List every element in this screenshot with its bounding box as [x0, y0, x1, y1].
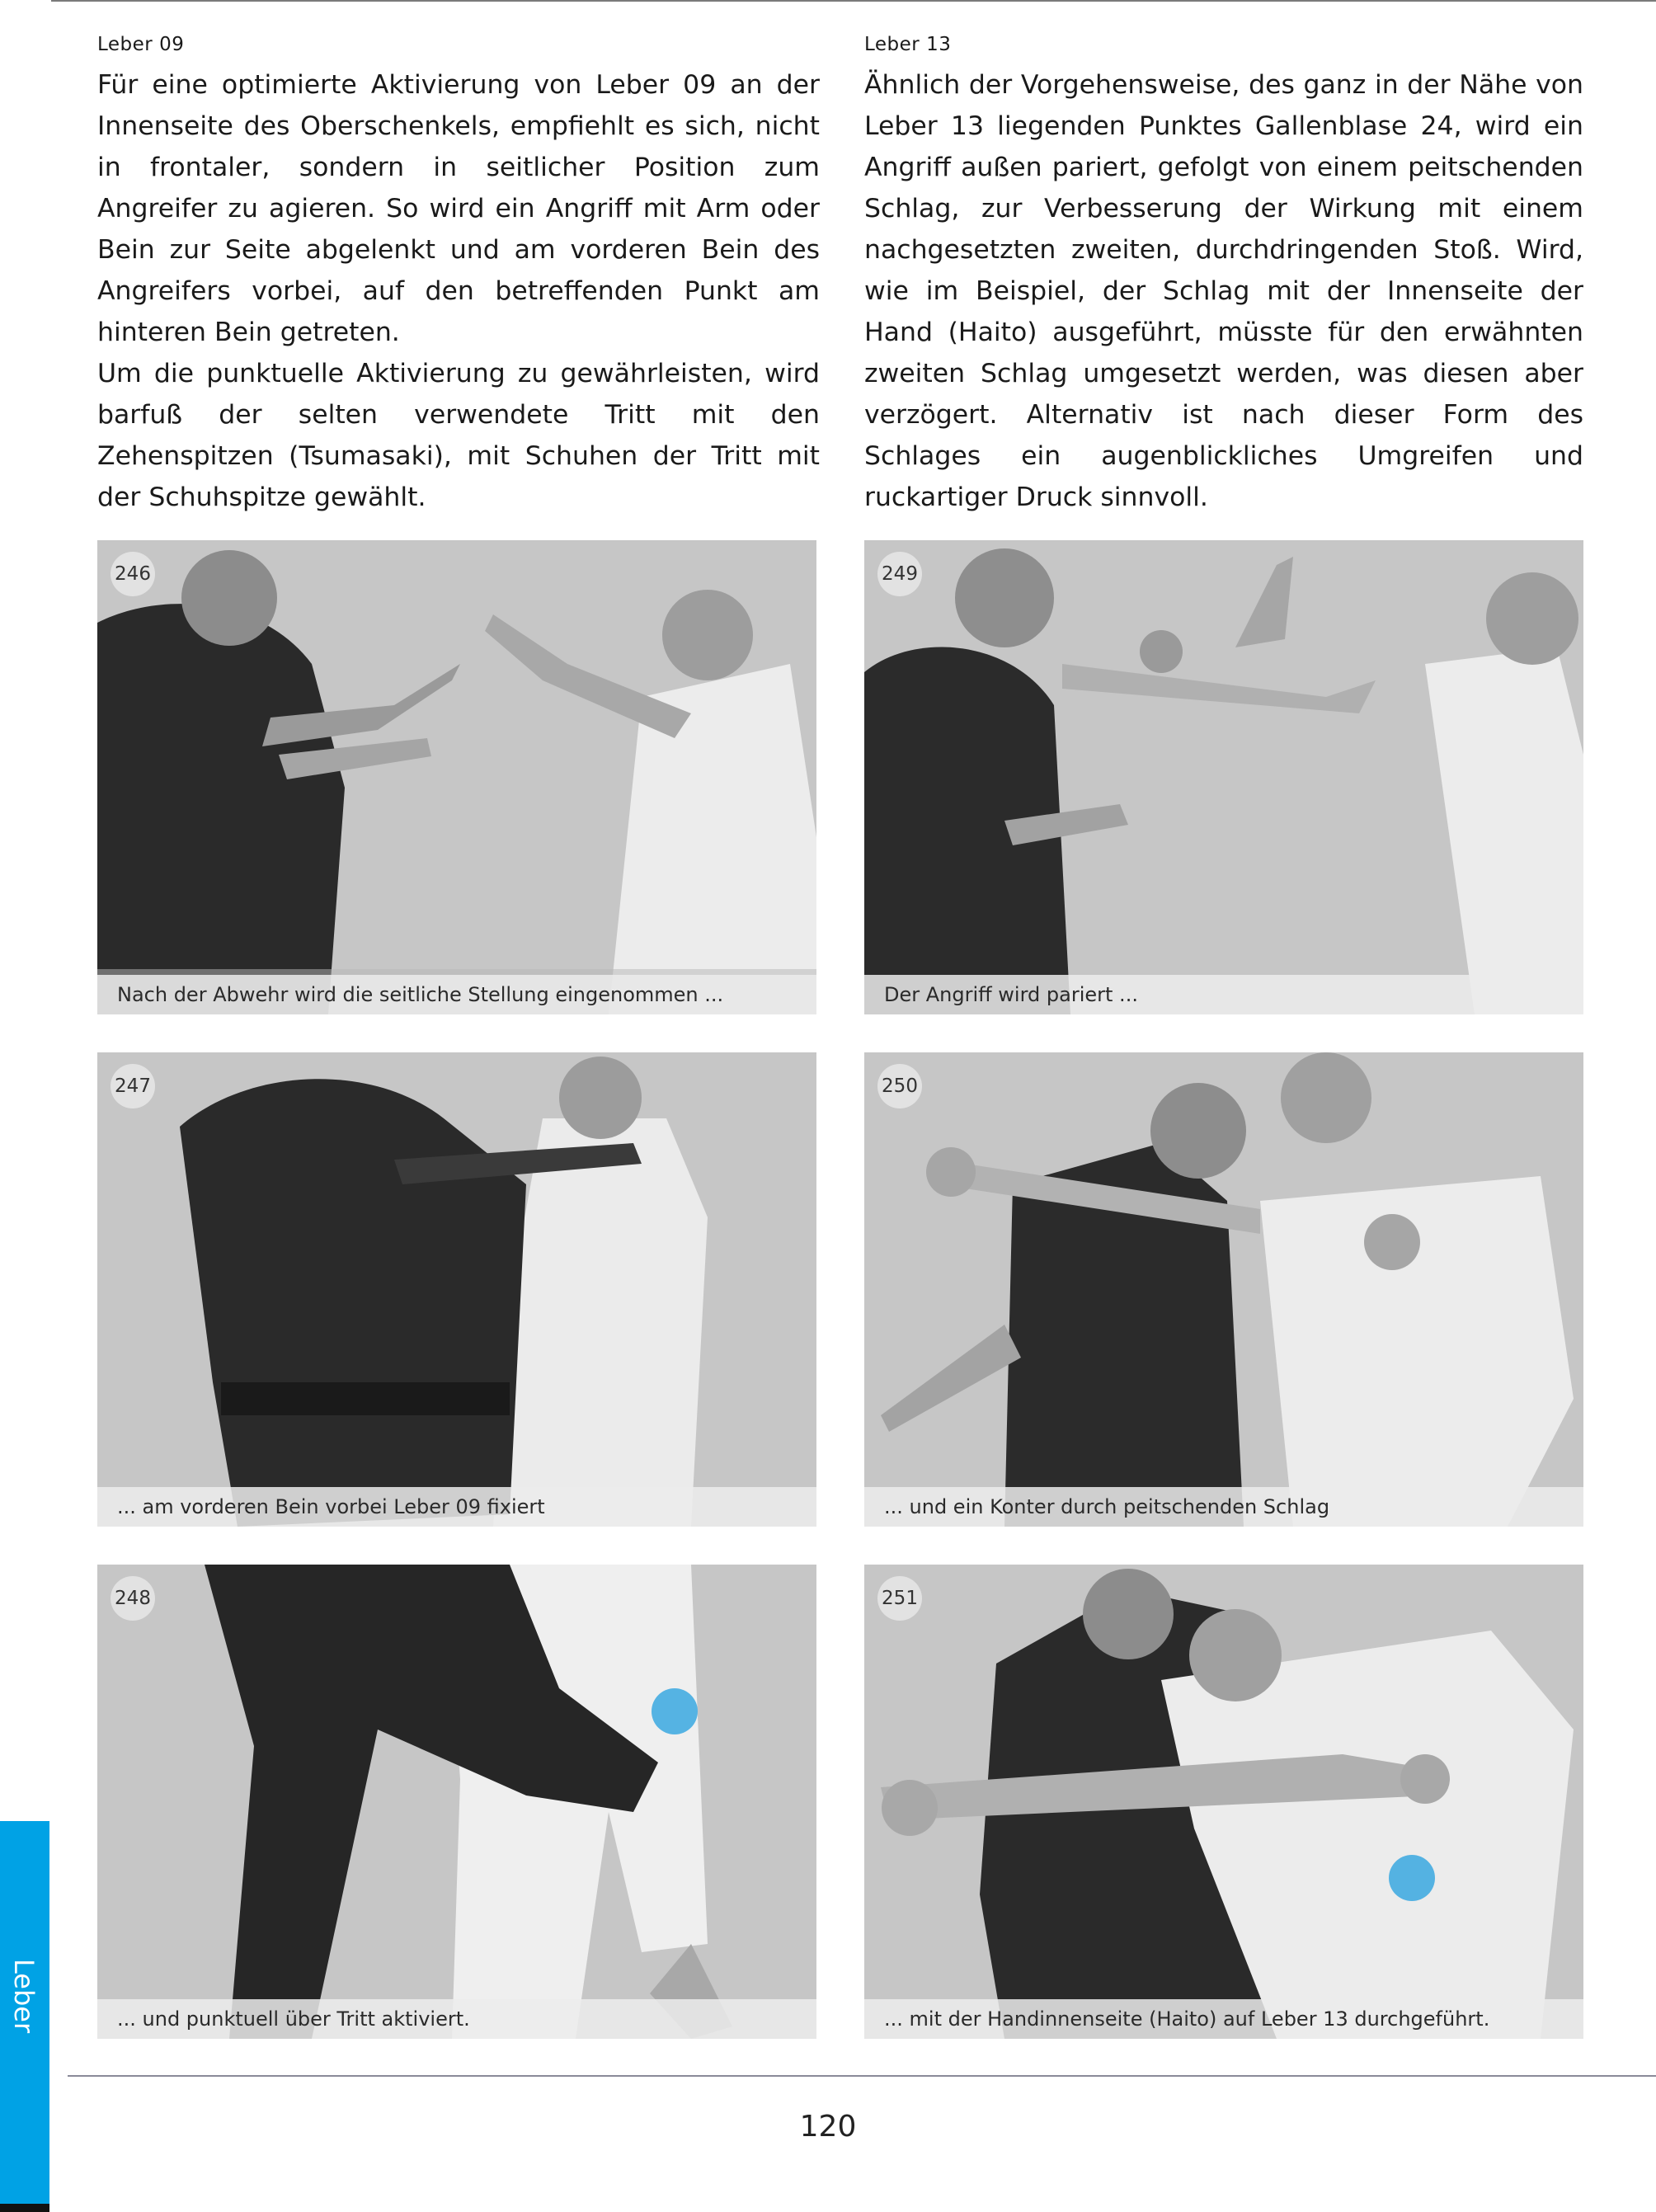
figure-number: 251	[877, 1576, 922, 1621]
acupoint-marker	[1389, 1855, 1435, 1901]
section-heading: Leber 09	[97, 34, 185, 55]
photo-illustration	[864, 540, 1583, 1014]
chapter-side-label: Leber	[8, 1958, 40, 2034]
photo-246	[97, 540, 816, 1014]
photo-illustration	[97, 1052, 816, 1527]
figure-number: 247	[111, 1064, 155, 1108]
section-heading: Leber 13	[864, 34, 952, 55]
photo-251	[864, 1565, 1583, 2039]
figure-caption: ... und punktuell über Tritt aktiviert.	[97, 1999, 816, 2039]
figure-number: 248	[111, 1576, 155, 1621]
acupoint-marker	[652, 1688, 698, 1734]
figure-number: 246	[111, 552, 155, 596]
bottom-rule	[68, 2075, 1656, 2077]
photo-249	[864, 540, 1583, 1014]
right-column	[864, 30, 1583, 518]
figure-number: 249	[877, 552, 922, 596]
figure-caption: ... mit der Handinnenseite (Haito) auf Leber 13 durchgeführt.	[864, 1999, 1583, 2039]
body-paragraph: Ähnlich der Vorgehensweise, des ganz in der Nähe von Leber 13 liegenden Punktes Gallenblase 24, wird ein Angriff außen pariert, gefolgt von einem peitschenden Schlag, zur Verbesserung der Wirkung mit einem nachgesetzten zweiten, durchdringenden Stoß. Wird, wie im Beispiel, der Schlag mit der Innenseite der Hand (Haito) ausgeführt, müsste für den erwähnten zweiten Schlag umgesetzt werden, was diesen aber verzögert. Alternativ ist nach dieser Form des Schlages ein augenblickliches Umgreifen und ruckartiger Druck sinnvoll.	[864, 70, 1583, 512]
photo-248	[97, 1565, 816, 2039]
figure-caption: Der Angriff wird pariert ...	[864, 975, 1583, 1014]
top-rule	[51, 0, 1656, 2]
side-tab-end	[0, 2204, 49, 2212]
body-paragraph: Um die punktuelle Aktivierung zu gewährleisten, wird barfuß der selten verwendete Tritt mit den Zehenspitzen (Tsumasaki), mit Schuhen der Tritt mit der Schuhspitze gewählt.	[97, 359, 820, 512]
photo-illustration	[864, 1565, 1583, 2039]
page-number: 120	[799, 2110, 857, 2144]
figure-caption: Nach der Abwehr wird die seitliche Stellung eingenommen ...	[97, 975, 816, 1014]
body-paragraph: Für eine optimierte Aktivierung von Leber 09 an der Innenseite des Oberschenkels, empfiehlt es sich, nicht in frontaler, sondern in seitlicher Position zum Angreifer zu agieren. So wird ein Angriff mit Arm oder Bein zur Seite abgelenkt und am vorderen Bein des Angreifers vorbei, auf den betreffenden Punkt am hinteren Bein getreten.	[97, 70, 820, 347]
photo-illustration	[864, 1052, 1583, 1527]
left-column	[97, 30, 820, 518]
photo-247	[97, 1052, 816, 1527]
figure-number: 250	[877, 1064, 922, 1108]
figure-caption: ... am vorderen Bein vorbei Leber 09 fixiert	[97, 1487, 816, 1527]
photo-250	[864, 1052, 1583, 1527]
photo-illustration	[97, 1565, 816, 2039]
figure-caption: ... und ein Konter durch peitschenden Schlag	[864, 1487, 1583, 1527]
photo-illustration	[97, 540, 816, 1014]
